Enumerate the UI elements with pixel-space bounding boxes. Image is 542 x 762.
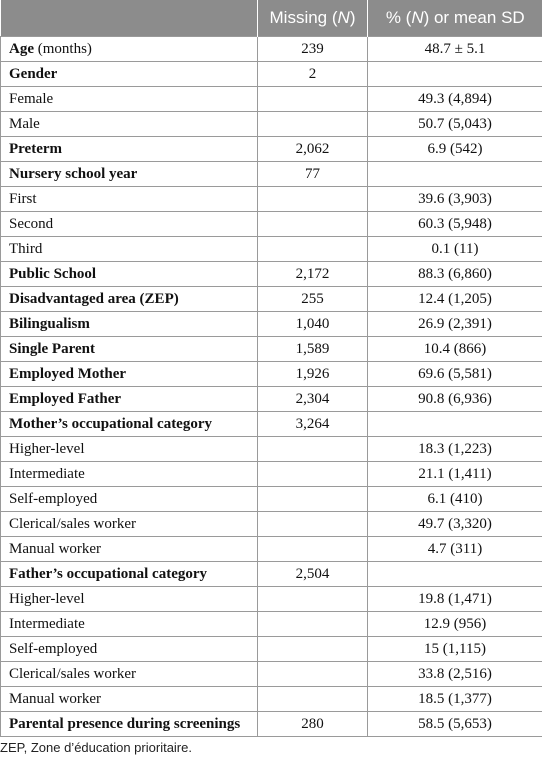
header-missing-n: N <box>337 8 350 27</box>
header-missing <box>258 0 368 37</box>
row-label-text: Clerical/sales worker <box>9 666 137 682</box>
row-label <box>1 437 258 462</box>
row-missing: 2,062 <box>258 137 368 162</box>
row-label <box>1 137 258 162</box>
row-missing <box>258 462 368 487</box>
row-missing: 1,040 <box>258 312 368 337</box>
row-value: 90.8 (6,936) <box>368 387 542 412</box>
row-missing: 239 <box>258 37 368 62</box>
row-label <box>1 187 258 212</box>
table-row <box>1 237 542 262</box>
row-missing <box>258 237 368 262</box>
table-row <box>1 87 542 112</box>
row-label-text: Nursery school year <box>9 166 138 182</box>
row-missing <box>258 687 368 712</box>
row-label <box>1 412 258 437</box>
row-value: 33.8 (2,516) <box>368 662 542 687</box>
table-row <box>1 262 542 287</box>
row-value: 49.3 (4,894) <box>368 87 542 112</box>
row-label <box>1 112 258 137</box>
header-row <box>1 0 542 37</box>
row-value: 15 (1,115) <box>368 637 542 662</box>
table-row <box>1 437 542 462</box>
row-label-text: Father’s occupational category <box>9 566 208 582</box>
table-row <box>1 212 542 237</box>
row-label-text: First <box>9 191 37 207</box>
row-label <box>1 587 258 612</box>
header-value <box>368 0 542 37</box>
row-value: 19.8 (1,471) <box>368 587 542 612</box>
row-missing: 255 <box>258 287 368 312</box>
row-missing <box>258 437 368 462</box>
row-label-text: Manual worker <box>9 541 102 557</box>
row-label-text: Disadvantaged area (ZEP) <box>9 291 179 307</box>
row-missing: 1,589 <box>258 337 368 362</box>
row-label-text: Employed Mother <box>9 366 127 382</box>
row-missing <box>258 637 368 662</box>
row-missing <box>258 537 368 562</box>
row-label-text: Female <box>9 91 54 107</box>
row-missing <box>258 112 368 137</box>
row-label-text: Self-employed <box>9 641 98 657</box>
row-label-text: Manual worker <box>9 691 102 707</box>
table-row <box>1 137 542 162</box>
row-label <box>1 312 258 337</box>
row-value: 60.3 (5,948) <box>368 212 542 237</box>
table-row <box>1 312 542 337</box>
row-missing <box>258 512 368 537</box>
table-row <box>1 662 542 687</box>
row-label <box>1 262 258 287</box>
row-missing <box>258 87 368 112</box>
row-value: 0.1 (11) <box>368 237 542 262</box>
row-label-text: Public School <box>9 266 97 282</box>
row-value: 6.9 (542) <box>368 137 542 162</box>
row-value: 12.4 (1,205) <box>368 287 542 312</box>
table-row <box>1 412 542 437</box>
row-value: 49.7 (3,320) <box>368 512 542 537</box>
row-label <box>1 712 258 737</box>
row-label <box>1 612 258 637</box>
row-missing: 280 <box>258 712 368 737</box>
row-label-text: Intermediate <box>9 466 85 482</box>
table-row <box>1 562 542 587</box>
table-body <box>1 37 542 737</box>
table-row <box>1 112 542 137</box>
table-row <box>1 62 542 87</box>
row-value: 50.7 (5,043) <box>368 112 542 137</box>
table-row <box>1 512 542 537</box>
row-label-text: Parental presence during screenings <box>9 716 241 732</box>
row-label-text: Clerical/sales worker <box>9 516 137 532</box>
row-missing: 2,304 <box>258 387 368 412</box>
header-value-n: N <box>411 8 424 27</box>
table-row <box>1 687 542 712</box>
row-label-text: Age <box>9 41 34 57</box>
row-label <box>1 637 258 662</box>
row-label-suffix: (months) <box>34 41 92 57</box>
header-value-close: ) or mean SD <box>423 8 525 27</box>
row-value: 4.7 (311) <box>368 537 542 562</box>
header-missing-text: Missing ( <box>269 8 338 27</box>
row-value: 12.9 (956) <box>368 612 542 637</box>
row-label <box>1 537 258 562</box>
row-missing: 2,172 <box>258 262 368 287</box>
row-label <box>1 162 258 187</box>
row-label <box>1 237 258 262</box>
row-label-text: Male <box>9 116 40 132</box>
table-row <box>1 487 542 512</box>
row-missing: 2 <box>258 62 368 87</box>
row-missing: 1,926 <box>258 362 368 387</box>
row-value: 58.5 (5,653) <box>368 712 542 737</box>
row-label <box>1 37 258 62</box>
row-label <box>1 487 258 512</box>
table-row <box>1 637 542 662</box>
row-label-text: Intermediate <box>9 616 85 632</box>
table-row <box>1 187 542 212</box>
row-label-text: Second <box>9 216 54 232</box>
row-label <box>1 362 258 387</box>
row-label-text: Higher-level <box>9 591 85 607</box>
row-label <box>1 662 258 687</box>
table-row <box>1 387 542 412</box>
row-value: 18.5 (1,377) <box>368 687 542 712</box>
row-value <box>368 562 542 587</box>
row-missing: 3,264 <box>258 412 368 437</box>
row-value: 10.4 (866) <box>368 337 542 362</box>
table-row <box>1 287 542 312</box>
row-label-text: Employed Father <box>9 391 122 407</box>
row-value: 21.1 (1,411) <box>368 462 542 487</box>
row-label <box>1 462 258 487</box>
table-footnote: ZEP, Zone d’éducation prioritaire. <box>0 740 192 755</box>
row-label-text: Third <box>9 241 43 257</box>
row-label <box>1 287 258 312</box>
table-row <box>1 612 542 637</box>
row-value: 48.7 ± 5.1 <box>368 37 542 62</box>
row-missing <box>258 662 368 687</box>
row-label <box>1 387 258 412</box>
header-value-text: % ( <box>385 8 412 27</box>
table-row <box>1 462 542 487</box>
row-missing <box>258 487 368 512</box>
row-label <box>1 337 258 362</box>
row-label <box>1 212 258 237</box>
row-value <box>368 62 542 87</box>
row-missing: 2,504 <box>258 562 368 587</box>
row-label <box>1 512 258 537</box>
header-missing-close: ) <box>349 8 356 27</box>
header-variable <box>1 0 258 37</box>
row-label <box>1 562 258 587</box>
row-missing <box>258 187 368 212</box>
row-missing <box>258 587 368 612</box>
table-row <box>1 37 542 62</box>
table-header <box>1 0 542 37</box>
row-value: 18.3 (1,223) <box>368 437 542 462</box>
table-row <box>1 537 542 562</box>
row-label-text: Mother’s occupational category <box>9 416 212 432</box>
row-label-text: Preterm <box>9 141 63 157</box>
table-row <box>1 587 542 612</box>
row-value <box>368 412 542 437</box>
row-value: 88.3 (6,860) <box>368 262 542 287</box>
table-row <box>1 362 542 387</box>
row-value: 69.6 (5,581) <box>368 362 542 387</box>
row-value: 6.1 (410) <box>368 487 542 512</box>
row-label <box>1 687 258 712</box>
table-row <box>1 712 542 737</box>
row-label-text: Gender <box>9 66 58 82</box>
row-label-text: Self-employed <box>9 491 98 507</box>
row-label-text: Single Parent <box>9 341 95 357</box>
row-missing: 77 <box>258 162 368 187</box>
row-label <box>1 87 258 112</box>
row-label-text: Higher-level <box>9 441 85 457</box>
row-label-text: Bilingualism <box>9 316 90 332</box>
row-value: 26.9 (2,391) <box>368 312 542 337</box>
table-row <box>1 162 542 187</box>
table-row <box>1 337 542 362</box>
row-missing <box>258 212 368 237</box>
row-missing <box>258 612 368 637</box>
row-label <box>1 62 258 87</box>
row-value <box>368 162 542 187</box>
row-value: 39.6 (3,903) <box>368 187 542 212</box>
